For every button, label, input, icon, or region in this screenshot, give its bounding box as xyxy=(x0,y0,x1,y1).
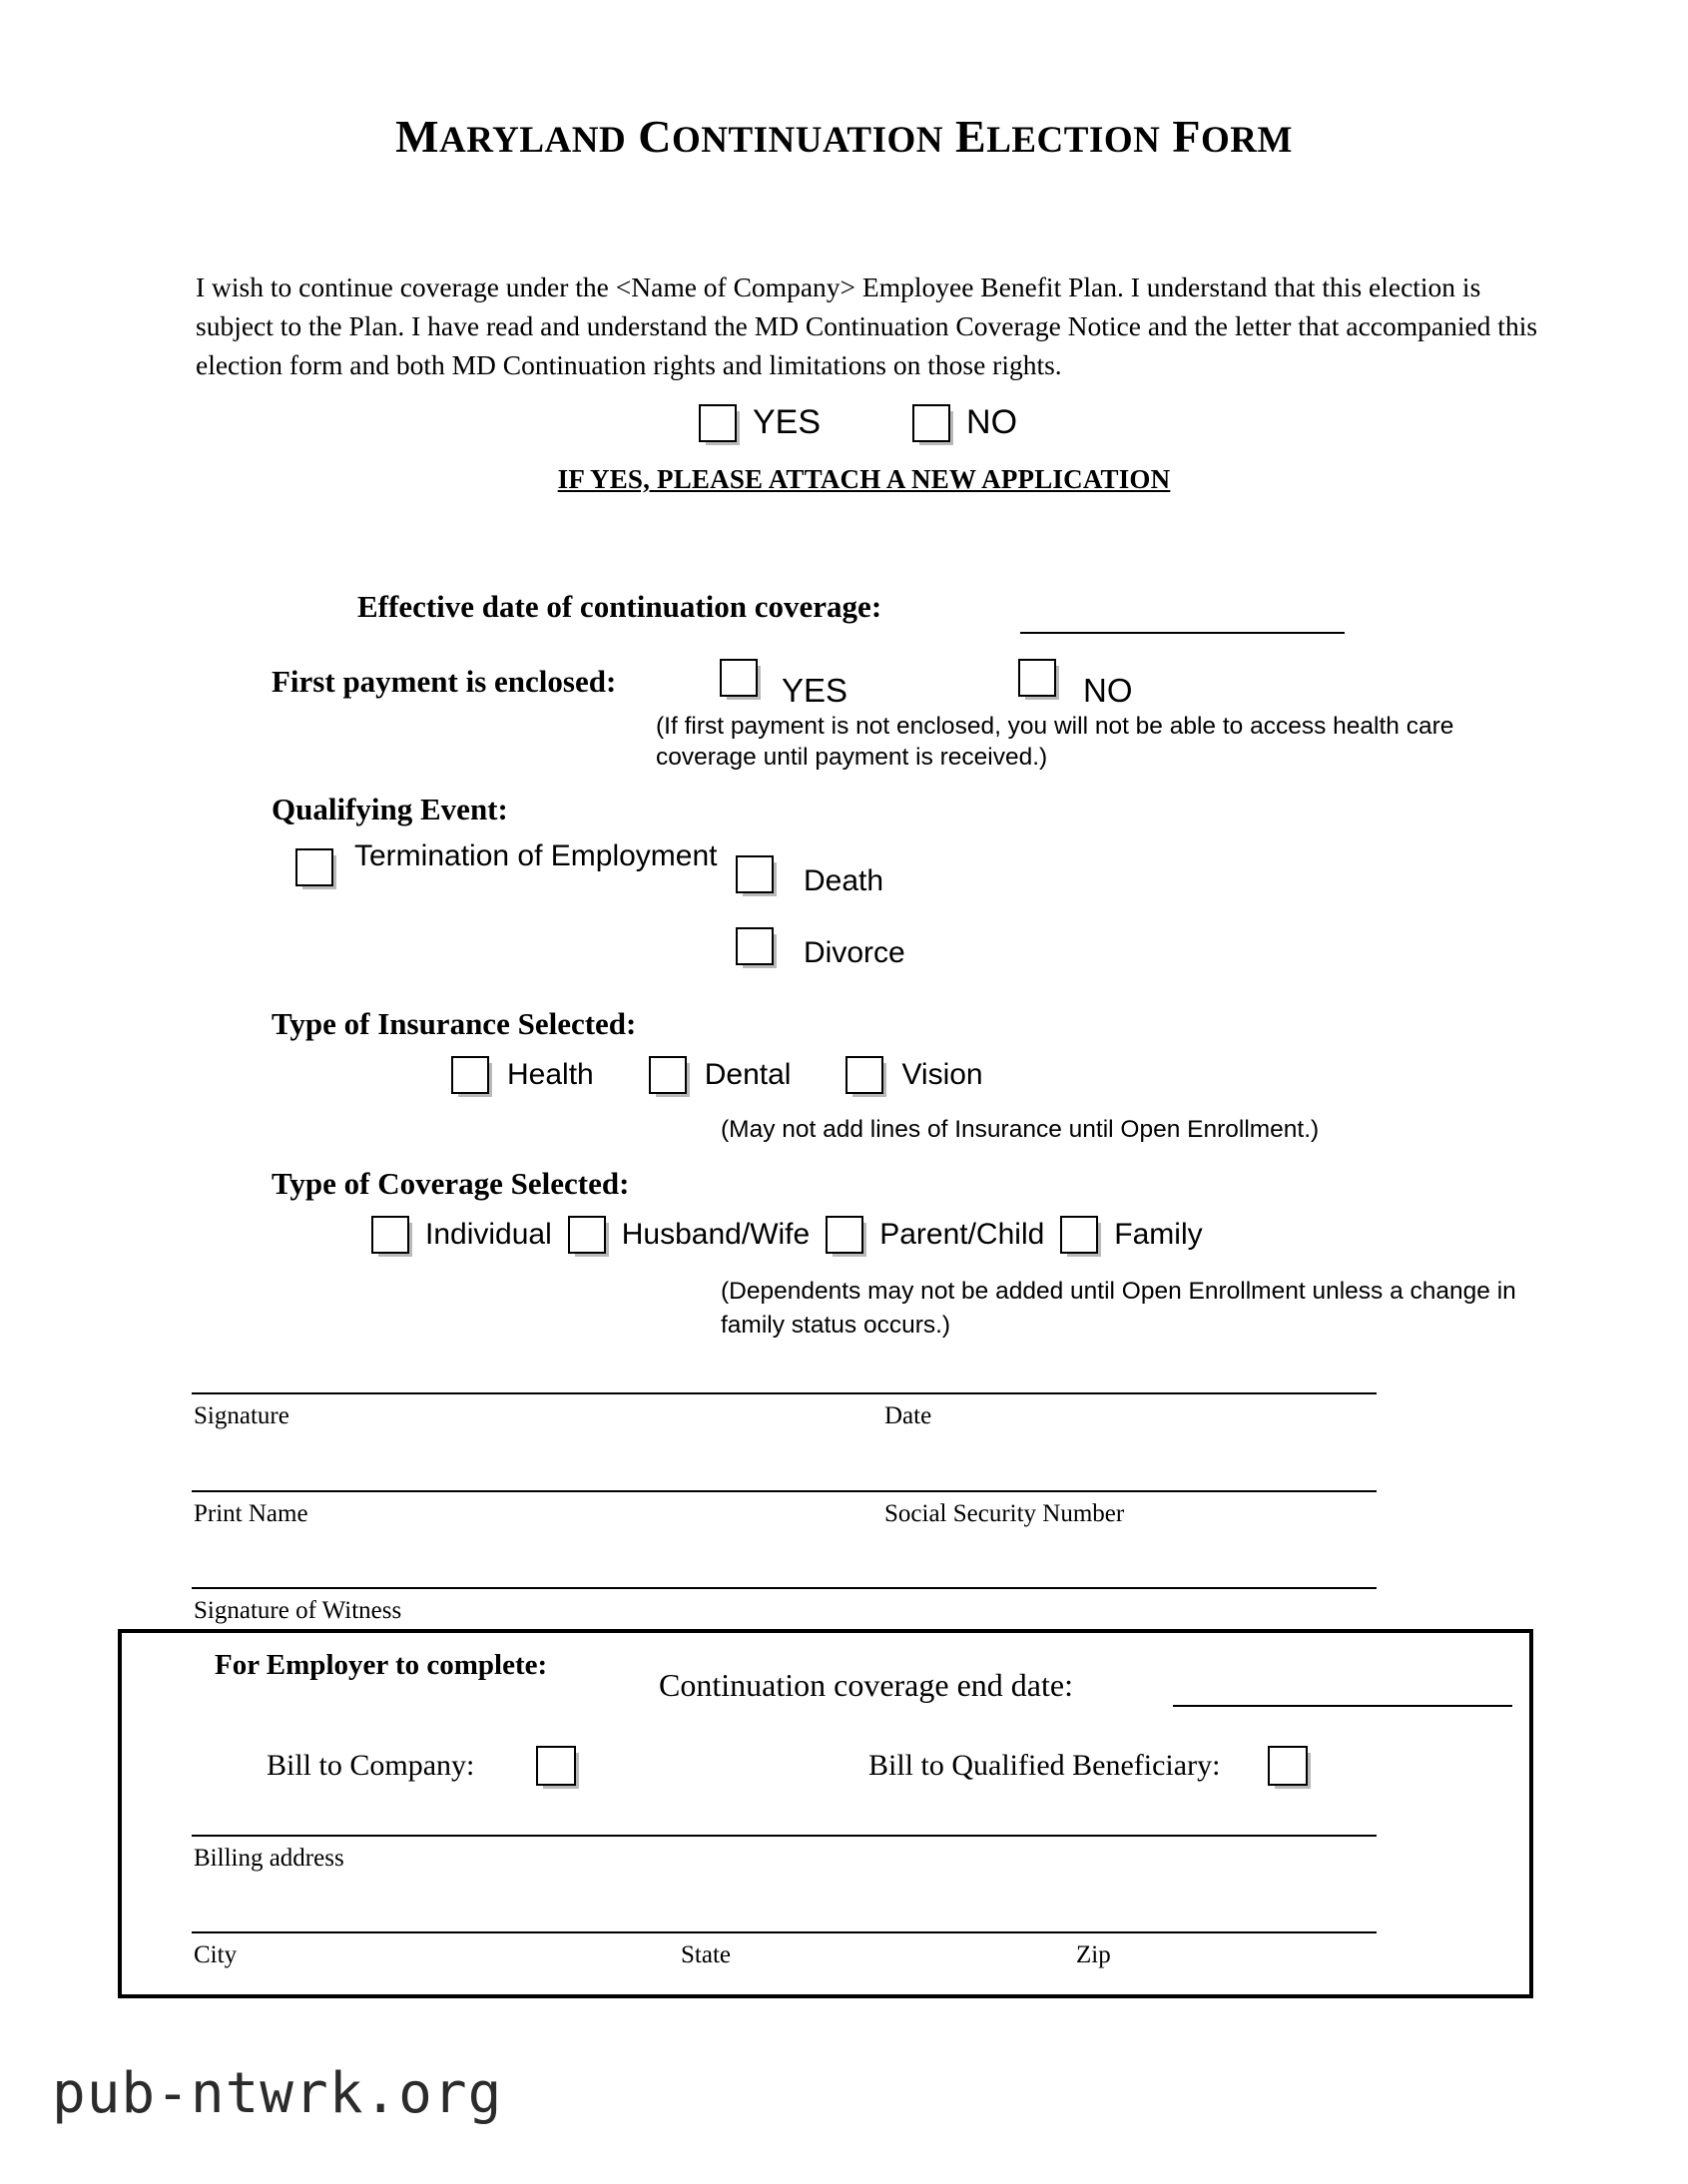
coverage-individual-checkbox[interactable] xyxy=(371,1216,409,1254)
zip-label: Zip xyxy=(1076,1941,1111,1968)
coverage-type-note: (Dependents may not be added until Open Enrollment unless a change in family status occurs.) xyxy=(721,1278,1516,1339)
qualifying-event-death-label: Death xyxy=(804,864,884,897)
city-label: City xyxy=(194,1941,238,1968)
insurance-type-label: Type of Insurance Selected: xyxy=(272,1006,637,1041)
election-no-checkbox[interactable] xyxy=(912,404,950,442)
bill-to-beneficiary-label: Bill to Qualified Beneficiary: xyxy=(868,1749,1221,1782)
insurance-health-checkbox[interactable] xyxy=(451,1056,489,1094)
insurance-type-note: (May not add lines of Insurance until Open Enrollment.) xyxy=(721,1116,1320,1143)
coverage-husband-wife-checkbox[interactable] xyxy=(568,1216,606,1254)
billing-address-input[interactable] xyxy=(192,1835,1377,1837)
first-payment-yes-label: YES xyxy=(782,672,848,709)
bill-to-beneficiary-checkbox[interactable] xyxy=(1268,1746,1308,1786)
qualifying-event-death-checkbox[interactable] xyxy=(736,855,774,893)
insurance-dental-checkbox[interactable] xyxy=(649,1056,687,1094)
print-name-label: Print Name xyxy=(194,1500,308,1527)
witness-signature-label: Signature of Witness xyxy=(194,1597,402,1624)
insurance-health-label: Health xyxy=(507,1058,594,1091)
coverage-family-label: Family xyxy=(1114,1218,1203,1251)
state-label: State xyxy=(681,1941,731,1968)
print-name-input[interactable] xyxy=(192,1490,1377,1492)
attach-application-note: IF YES, PLEASE ATTACH A NEW APPLICATION xyxy=(557,464,1171,494)
election-no-label: NO xyxy=(966,403,1018,441)
coverage-parent-child-checkbox[interactable] xyxy=(826,1216,863,1254)
coverage-end-date-input[interactable] xyxy=(1173,1705,1512,1707)
witness-signature-input[interactable] xyxy=(192,1587,1377,1589)
election-yes-label: YES xyxy=(753,403,822,441)
ssn-label: Social Security Number xyxy=(884,1500,1125,1527)
first-payment-no-checkbox[interactable] xyxy=(1018,659,1056,697)
qualifying-event-termination-label: Termination of Employment xyxy=(354,839,718,872)
effective-date-label: Effective date of continuation coverage: xyxy=(357,589,882,624)
first-payment-no-label: NO xyxy=(1083,672,1133,709)
date-label: Date xyxy=(884,1402,932,1429)
billing-address-label: Billing address xyxy=(194,1845,344,1872)
signature-input[interactable] xyxy=(192,1392,1377,1394)
insurance-vision-label: Vision xyxy=(901,1058,983,1091)
election-choice-row xyxy=(699,403,1017,442)
effective-date-input[interactable] xyxy=(1020,632,1345,634)
insurance-vision-checkbox[interactable] xyxy=(845,1056,883,1094)
election-yes-checkbox[interactable] xyxy=(699,404,737,442)
first-payment-yes-checkbox[interactable] xyxy=(720,659,758,697)
employer-section-title: For Employer to complete: xyxy=(215,1649,548,1681)
coverage-family-checkbox[interactable] xyxy=(1060,1216,1098,1254)
intro-paragraph: I wish to continue coverage under the <Name of Company> Employee Benefit Plan. I understand that this election is subject to the Plan. I have read and understand the MD Continuation Coverage Notice and the letter that accompanied this election form and both MD Continuation rights and limitations on those rights. xyxy=(196,272,1538,380)
watermark: pub-ntwrk.org xyxy=(52,2061,503,2126)
bill-to-company-checkbox[interactable] xyxy=(536,1746,576,1786)
qualifying-event-termination-checkbox[interactable] xyxy=(295,848,333,886)
qualifying-event-divorce-label: Divorce xyxy=(804,936,905,969)
qualifying-event-label: Qualifying Event: xyxy=(272,792,508,826)
first-payment-note: (If first payment is not enclosed, you will not be able to access health care coverage until payment is received.) xyxy=(656,713,1454,771)
qualifying-event-divorce-checkbox[interactable] xyxy=(736,927,774,965)
first-payment-label: First payment is enclosed: xyxy=(272,664,617,699)
insurance-type-options xyxy=(451,1056,983,1094)
bill-to-company-label: Bill to Company: xyxy=(267,1749,475,1782)
page-title: MARYLAND CONTINUATION ELECTION FORM xyxy=(395,111,1293,162)
city-state-zip-input[interactable] xyxy=(192,1931,1377,1933)
insurance-dental-label: Dental xyxy=(704,1058,792,1091)
coverage-individual-label: Individual xyxy=(425,1218,552,1251)
coverage-parent-child-label: Parent/Child xyxy=(879,1218,1045,1251)
coverage-end-date-label: Continuation coverage end date: xyxy=(659,1667,1073,1703)
coverage-husband-wife-label: Husband/Wife xyxy=(621,1218,811,1251)
signature-label: Signature xyxy=(194,1402,289,1429)
coverage-type-options xyxy=(371,1216,1219,1254)
coverage-type-label: Type of Coverage Selected: xyxy=(272,1166,630,1201)
